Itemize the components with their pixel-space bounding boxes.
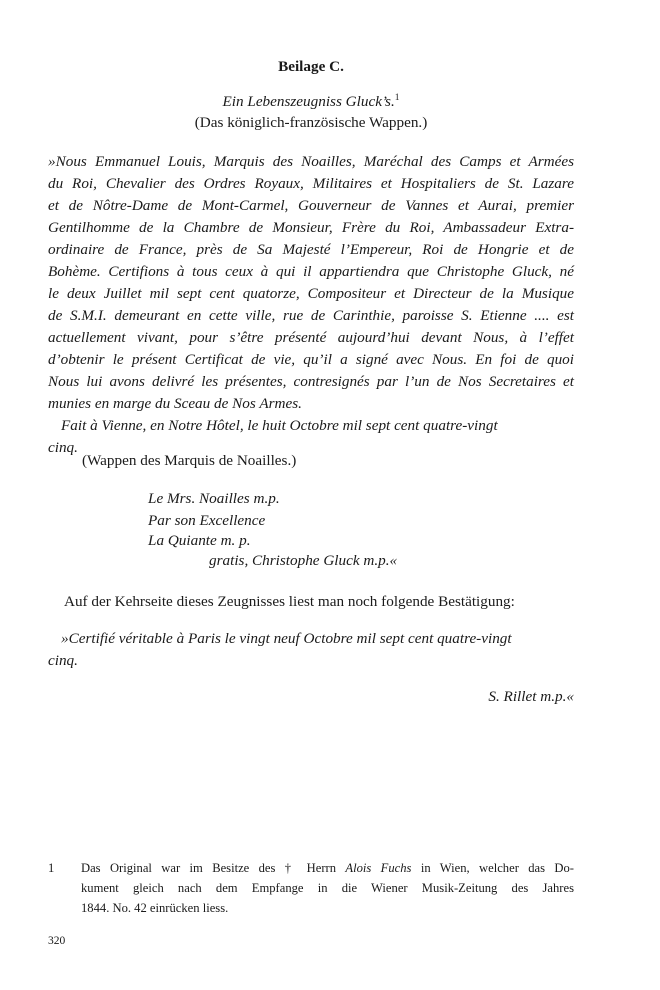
footnote-line: 1844. No. 42 einrücken liess. (81, 901, 229, 915)
certification-line-end: cinq. (48, 652, 78, 669)
signature-line: Par son Excellence (148, 512, 266, 529)
certificate-line: du Roi, Chevalier des Ordres Royaux, Militaires et Hospitaliers de St. Lazare (48, 175, 574, 192)
footnote-ref[interactable]: 1 (394, 93, 400, 103)
section-heading: Beilage C. (278, 58, 344, 75)
document-title-text: Ein Lebenszeugniss Gluck’s. (222, 93, 395, 110)
footnote-line: Das Original war im Besitze des † Herrn Alois Fuchs in Wien, welcher das Do- (81, 861, 574, 875)
certificate-line: actuellement vivant, pour s’être présenté aujourd’hui devant Nous, à l’effet (48, 329, 574, 346)
signature-line: La Quiante m. p. (148, 532, 251, 549)
certificate-line: Gentilhomme de la Chambre de Monsieur, Frère du Roi, Ambassadeur Extra- (48, 219, 574, 236)
signature-line: gratis, Christophe Gluck m.p.« (209, 552, 398, 569)
rillet-signature: S. Rillet m.p.« (488, 688, 574, 705)
certificate-line: et de Nôtre-Dame de Mont-Carmel, Gouverneur de Vannes et Aurai, premier (48, 197, 574, 214)
footnote-number: 1 (48, 861, 55, 875)
signature-line: Le Mrs. Noailles m.p. (148, 490, 280, 507)
fait-line-end: cinq. (48, 439, 78, 456)
reverse-side-note: Auf der Kehrseite dieses Zeugnisses liest man noch folgende Bestätigung: (64, 593, 515, 610)
certificate-line: Nous lui avons delivré les présentes, contresignés par l’un de Nos Secretaires et (48, 373, 574, 390)
certificate-line: munies en marge du Sceau de Nos Armes. (48, 395, 302, 412)
footnote-line: kument gleich nach dem Empfange in die Wiener Musik-Zeitung des Jahres (81, 881, 574, 895)
fait-line: Fait à Vienne, en Notre Hôtel, le huit Octobre mil sept cent quatre-vingt (61, 417, 498, 434)
coat-of-arms-note: (Das königlich-französische Wappen.) (194, 114, 428, 131)
certificate-text (48, 151, 574, 459)
certificate-line: le deux Juillet mil sept cent quatorze, Compositeur et Directeur de la Musique (48, 285, 574, 302)
certificate-line: d’obtenir le présent Certificat de vie, qu’il a signé avec Nous. En foi de quoi (48, 351, 574, 368)
page (48, 0, 574, 990)
document-title (48, 91, 574, 113)
certificate-line: ordinaire de France, près de Sa Majesté l’Empereur, Roi de Hongrie et de (48, 241, 574, 258)
certification (48, 628, 574, 672)
page-number: 320 (48, 935, 66, 947)
footnote-name: Alois Fuchs (345, 861, 412, 875)
certificate-line: Bohème. Certifions à tous ceux à qui il appartiendra que Christophe Gluck, né (48, 263, 574, 280)
wappen-note: (Wappen des Marquis de Noailles.) (82, 452, 297, 469)
certificate-line: »Nous Emmanuel Louis, Marquis des Noailles, Maréchal des Camps et Armées (48, 153, 574, 170)
certification-line: »Certifié véritable à Paris le vingt neuf Octobre mil sept cent quatre-vingt (61, 630, 512, 647)
certificate-line: de S.M.I. demeurant en cette ville, rue de Carinthie, paroisse S. Etienne .... est (48, 307, 574, 324)
footnote-text (81, 858, 574, 918)
